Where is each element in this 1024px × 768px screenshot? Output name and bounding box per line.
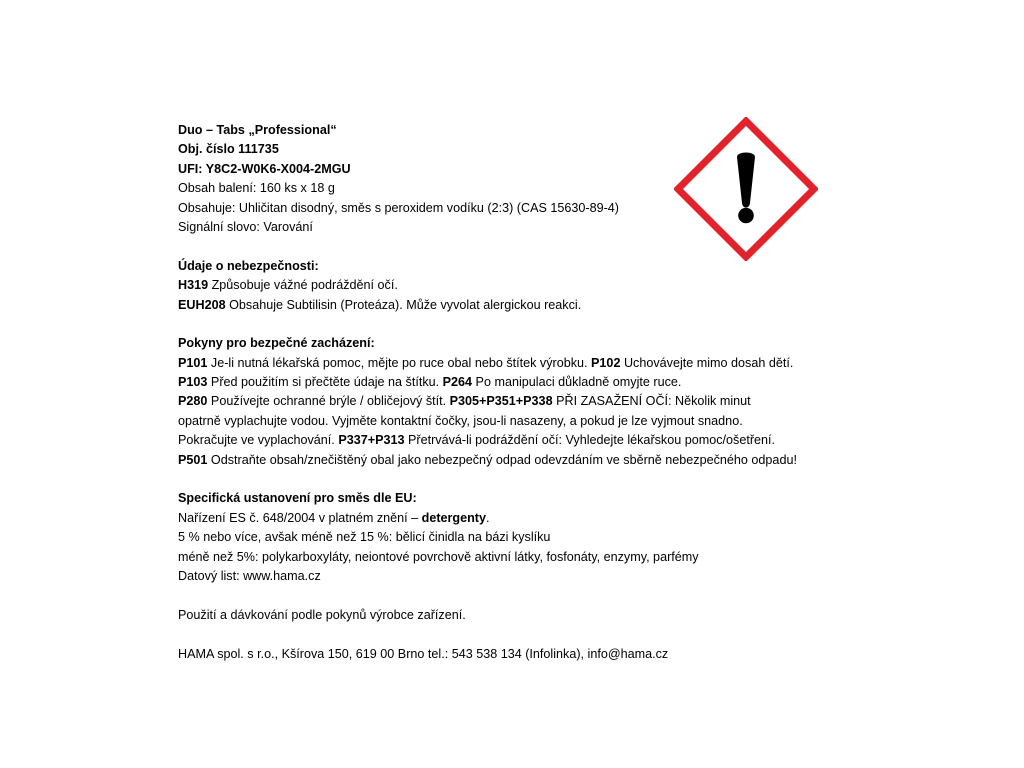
company-contact: HAMA spol. s r.o., Kšírova 150, 619 00 Brno tel.: 543 538 134 (Infolinka), info@hama.cz: [178, 646, 669, 661]
precaution-section-title: Pokyny pro bezpečné zacházení:: [178, 336, 375, 351]
hazard-code: EUH208: [178, 297, 226, 312]
hazard-section-title: Údaje o nebezpečnosti:: [178, 258, 319, 273]
precaution-code: P264: [442, 375, 473, 390]
spacer: [178, 470, 878, 489]
precaution-line-2: [178, 373, 878, 392]
spacer: [178, 586, 878, 605]
ufi-code: UFI: Y8C2-W0K6-X004-2MGU: [178, 161, 351, 176]
precaution-text: Přetrvává-li podráždění očí: Vyhledejte lékařskou pomoc/ošetření.: [404, 433, 776, 448]
order-number: Obj. číslo 111735: [178, 142, 279, 157]
precaution-code: P102: [591, 355, 621, 370]
eu-composition-line-1: 5 % nebo více, avšak méně než 15 %: bělicí činidla na bázi kyslíku: [178, 530, 551, 545]
spacer: [178, 315, 878, 334]
precaution-line-6: [178, 451, 878, 470]
precaution-code: P101: [178, 355, 208, 370]
precaution-text: Odstraňte obsah/znečištěný obal jako nebezpečný odpad odevzdáním ve sběrně nebezpečného odpadu!: [207, 452, 797, 467]
precaution-text: Po manipulaci důkladně omyjte ruce.: [472, 375, 682, 390]
precaution-text: Používejte ochranné brýle / obličejový štít.: [207, 394, 450, 409]
precaution-code: P280: [178, 394, 208, 409]
contains-text: Obsahuje: Uhličitan disodný, směs s peroxidem vodíku (2:3) (CAS 15630-89-4): [178, 200, 619, 215]
precaution-text: Je-li nutná lékařská pomoc, mějte po ruce obal nebo štítek výrobku.: [207, 355, 592, 370]
precaution-text: Pokračujte ve vyplachování.: [178, 433, 339, 448]
eu-regulation: [178, 509, 878, 528]
precaution-text: Před použitím si přečtěte údaje na štítku.: [207, 375, 443, 390]
precaution-line-4: opatrně vyplachujte vodou. Vyjměte kontaktní čočky, jsou-li nasazeny, a pokud je lze vyjmout snadno.: [178, 413, 743, 428]
precaution-line-1: [178, 354, 878, 373]
precaution-text: Uchovávejte mimo dosah dětí.: [620, 355, 794, 370]
eu-section-title: Specifická ustanovení pro směs dle EU:: [178, 491, 417, 506]
exclamation-dot: [738, 208, 754, 224]
usage-note: Použití a dávkování podle pokynů výrobce zařízení.: [178, 607, 466, 622]
precaution-code: P305+P351+P338: [449, 394, 553, 409]
precaution-code: P501: [178, 452, 208, 467]
product-name: Duo – Tabs „Professional“: [178, 123, 337, 137]
datasheet-link-text: Datový list: www.hama.cz: [178, 568, 321, 583]
precaution-text: PŘI ZASAŽENÍ OČÍ: Několik minut: [552, 394, 751, 409]
ghs-exclamation-mark-icon: [674, 117, 818, 261]
hazard-code: H319: [178, 278, 209, 293]
signal-word: Signální slovo: Varování: [178, 219, 313, 234]
eu-regulation-bold: detergenty: [421, 510, 487, 525]
precaution-line-3: [178, 392, 878, 411]
hazard-text: Způsobuje vážné podráždění očí.: [208, 278, 398, 293]
precaution-code: P337+P313: [338, 433, 405, 448]
precaution-line-5: [178, 431, 878, 450]
eu-composition-line-2: méně než 5%: polykarboxyláty, neiontové povrchově aktivní látky, fosfonáty, enzymy, parfémy: [178, 549, 699, 564]
precaution-code: P103: [178, 375, 208, 390]
hazard-text: Obsahuje Subtilisin (Proteáza). Může vyvolat alergickou reakci.: [225, 297, 582, 312]
spacer: [178, 625, 878, 644]
hazard-statement-h319: [178, 276, 878, 295]
hazard-statement-euh208: [178, 296, 878, 315]
eu-regulation-text: Nařízení ES č. 648/2004 v platném znění –: [178, 510, 422, 525]
package-contents: Obsah balení: 160 ks x 18 g: [178, 181, 335, 196]
eu-regulation-end: .: [486, 510, 490, 525]
